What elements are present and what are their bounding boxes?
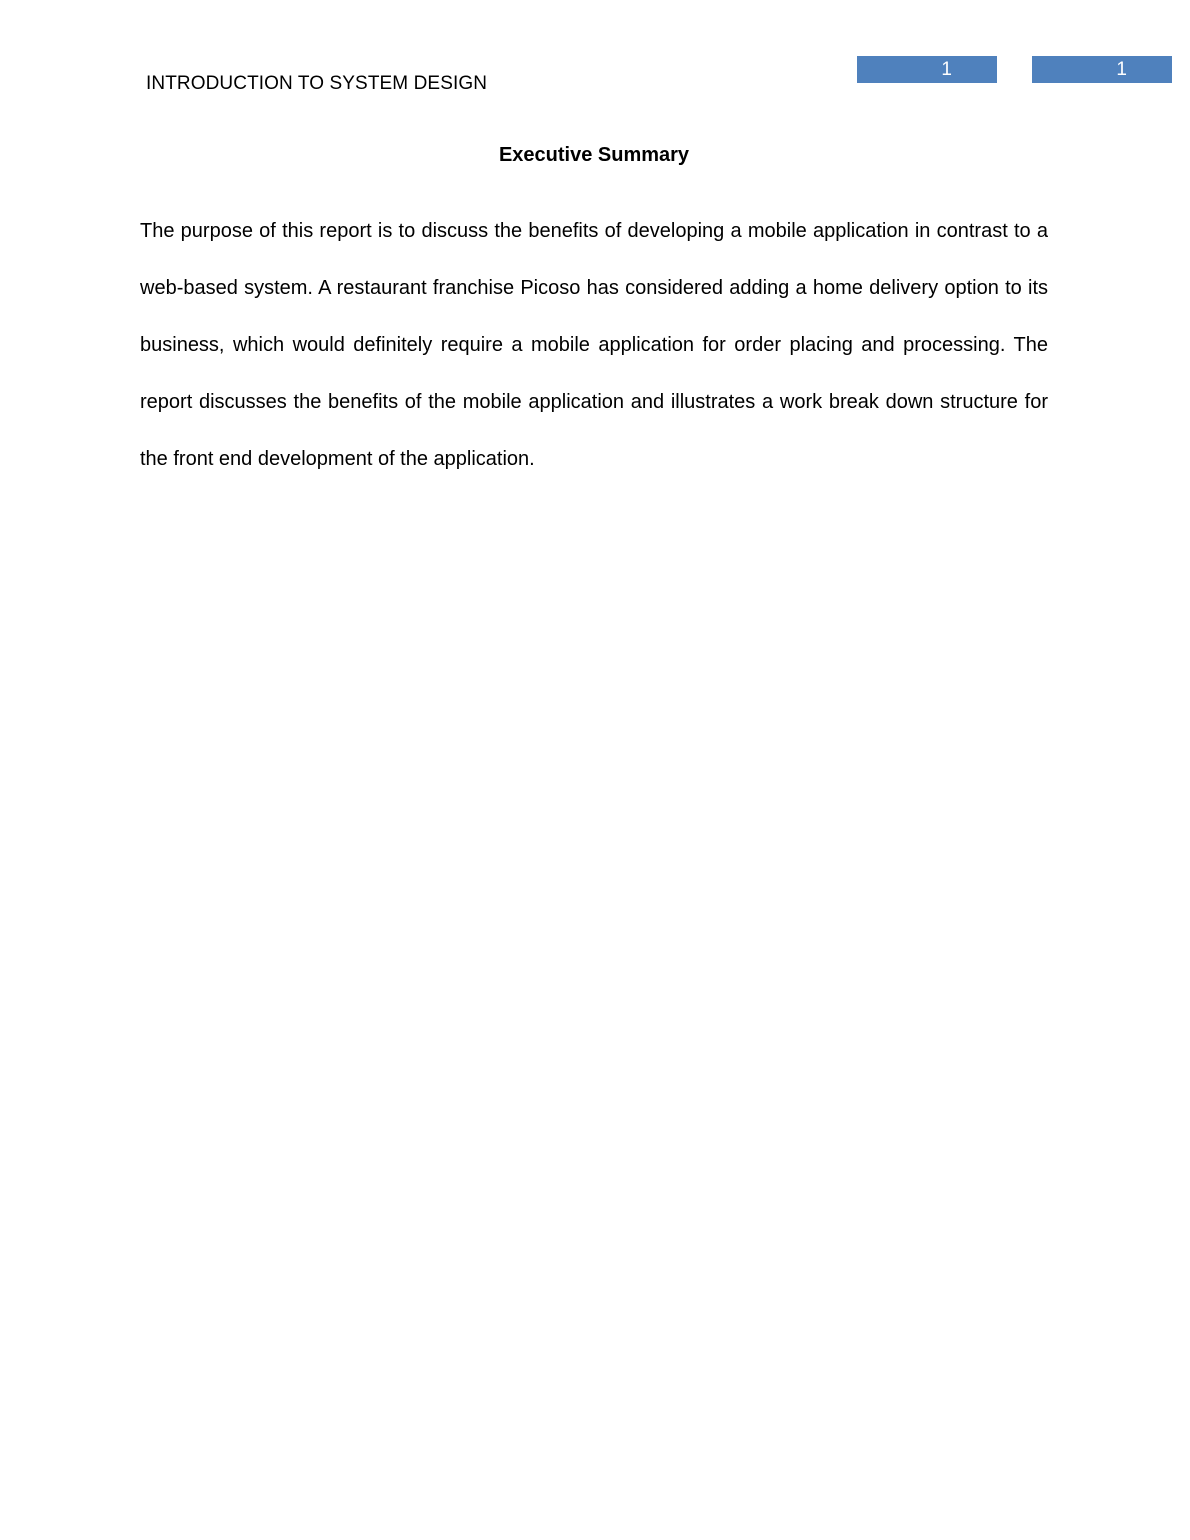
- page-number-badge: 1: [857, 56, 997, 83]
- summary-paragraph: The purpose of this report is to discuss the benefits of developing a mobile application in contrast to a web-based system. A restaurant franchise Picoso has considered adding a home delivery option to its business, which would definitely require a mobile application for order placing and processing. The report discusses the benefits of the mobile application and illustrates a work break down structure for the front end development of the application.: [140, 220, 1048, 470]
- section-title: Executive Summary: [498, 144, 690, 166]
- running-head-title: INTRODUCTION TO SYSTEM DESIGN: [146, 73, 488, 94]
- page-number-badge-secondary: 1: [1032, 56, 1172, 83]
